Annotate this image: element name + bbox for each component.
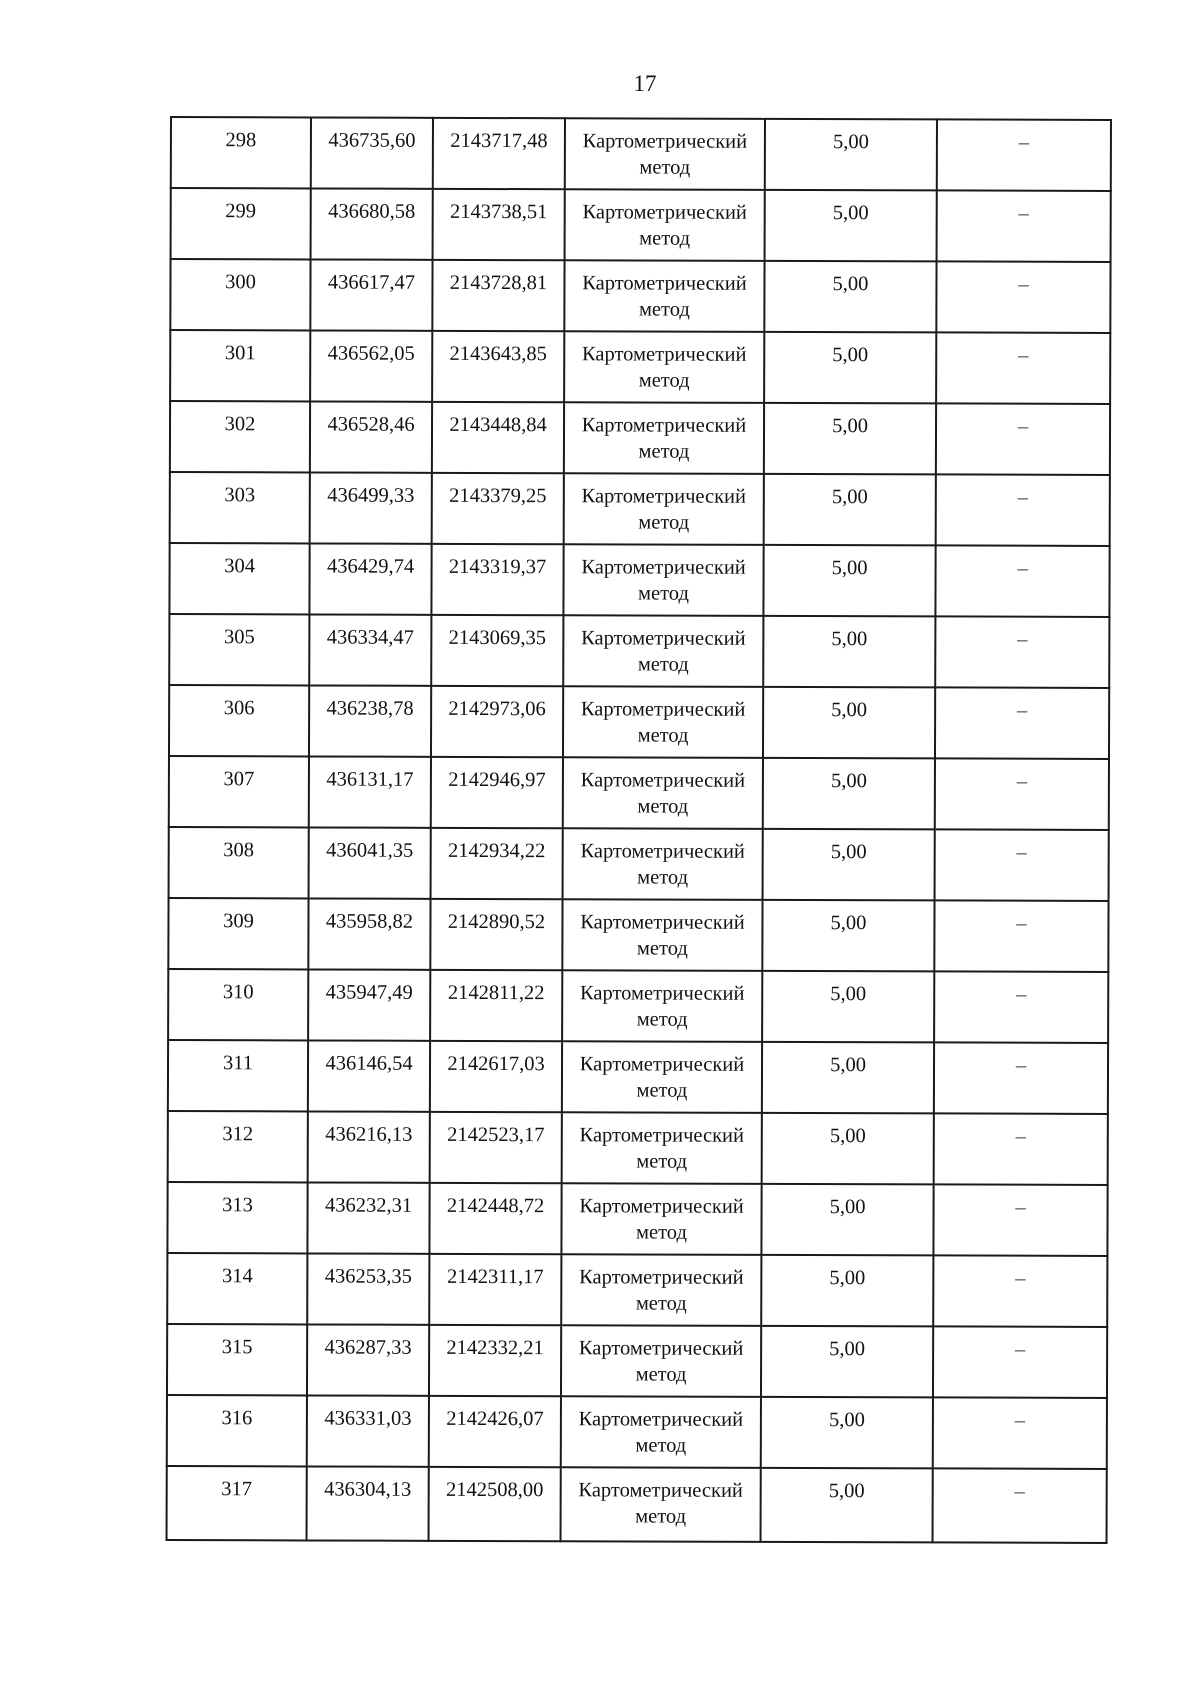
method-line-1: Картометрический	[579, 1124, 745, 1147]
note-cell	[935, 616, 1109, 688]
point-number-value: 306	[223, 697, 255, 720]
table-row	[169, 685, 1109, 759]
x-coordinate-value: 436216,13	[325, 1123, 413, 1146]
method-line-2: метод	[636, 1150, 688, 1173]
method-cell	[562, 899, 762, 971]
method-line-1: Картометрический	[581, 343, 747, 366]
y-coordinate-value: 2143728,81	[449, 271, 548, 295]
y-coordinate-cell	[430, 1112, 562, 1183]
accuracy-cell	[762, 1042, 934, 1114]
note-cell	[934, 1042, 1108, 1114]
x-coordinate-cell	[310, 330, 432, 401]
accuracy-value: 5,00	[829, 1338, 866, 1361]
x-coordinate-value: 436528,46	[327, 413, 415, 436]
table-row	[167, 1253, 1107, 1327]
point-number-value: 298	[225, 129, 257, 152]
accuracy-cell	[763, 758, 935, 830]
x-coordinate-cell	[311, 117, 433, 188]
accuracy-cell	[764, 332, 936, 404]
y-coordinate-cell	[432, 260, 564, 331]
method-line-1: Картометрический	[578, 1479, 743, 1502]
table-row	[167, 1324, 1107, 1398]
y-coordinate-cell	[431, 757, 563, 828]
table-row	[167, 1182, 1107, 1256]
method-line-1: Картометрический	[578, 1337, 744, 1360]
point-number-value: 300	[225, 271, 256, 294]
point-number-cell	[168, 898, 308, 969]
x-coordinate-cell	[310, 259, 432, 330]
method-line-2: метод	[637, 653, 689, 676]
point-number-value: 313	[222, 1194, 253, 1217]
table-row	[169, 756, 1109, 830]
accuracy-value: 5,00	[832, 131, 869, 154]
x-coordinate-cell	[307, 1253, 429, 1324]
note-cell	[935, 545, 1109, 617]
method-line-2: метод	[636, 1079, 688, 1102]
y-coordinate-cell	[433, 118, 565, 189]
y-coordinate-value: 2142973,06	[448, 697, 546, 721]
x-coordinate-value: 436735,60	[328, 129, 416, 152]
table-row	[170, 259, 1110, 333]
method-cell	[565, 189, 765, 261]
note-value: –	[1016, 912, 1027, 935]
point-number-cell	[167, 1253, 307, 1324]
y-coordinate-value: 2142617,03	[447, 1052, 545, 1076]
point-number-value: 316	[221, 1407, 253, 1430]
accuracy-cell	[761, 1326, 933, 1398]
y-coordinate-value: 2143379,25	[449, 484, 547, 508]
accuracy-cell	[761, 1397, 933, 1469]
x-coordinate-cell	[310, 401, 432, 472]
note-value: –	[1018, 202, 1029, 225]
method-line-1: Картометрический	[581, 485, 747, 508]
x-coordinate-value: 436232,31	[324, 1194, 413, 1217]
y-coordinate-cell	[431, 615, 563, 686]
accuracy-value: 5,00	[828, 1409, 865, 1432]
method-cell	[561, 1467, 761, 1542]
point-number-value: 307	[223, 768, 255, 791]
table-row	[171, 188, 1111, 262]
y-coordinate-cell	[430, 970, 562, 1041]
x-coordinate-value: 436238,78	[326, 697, 414, 720]
table-row	[168, 1040, 1108, 1114]
method-line-1: Картометрический	[580, 769, 746, 792]
note-value: –	[1016, 841, 1027, 864]
x-coordinate-value: 436253,35	[324, 1265, 412, 1288]
x-coordinate-value: 436146,54	[325, 1052, 413, 1075]
table-row	[168, 898, 1108, 972]
accuracy-cell	[763, 687, 935, 759]
method-cell	[561, 1183, 761, 1255]
method-cell	[564, 402, 764, 474]
note-value: –	[1015, 1196, 1026, 1219]
y-coordinate-value: 2142934,22	[447, 839, 546, 863]
method-cell	[563, 686, 763, 758]
note-cell	[933, 1468, 1107, 1543]
y-coordinate-cell	[432, 331, 564, 402]
accuracy-value: 5,00	[832, 202, 869, 225]
y-coordinate-cell	[431, 686, 563, 757]
method-line-1: Картометрический	[578, 1408, 744, 1431]
x-coordinate-value: 436562,05	[327, 342, 415, 365]
method-line-2: метод	[635, 1363, 687, 1386]
point-number-cell	[169, 614, 309, 685]
point-number-cell	[170, 401, 310, 472]
point-number-cell	[170, 472, 310, 543]
x-coordinate-cell	[309, 756, 431, 827]
method-line-1: Картометрический	[579, 982, 745, 1005]
method-line-1: Картометрический	[579, 1053, 745, 1076]
note-cell	[937, 119, 1111, 191]
accuracy-value: 5,00	[832, 273, 869, 296]
accuracy-value: 5,00	[830, 770, 867, 793]
x-coordinate-cell	[307, 1324, 429, 1395]
method-line-1: Картометрический	[580, 840, 745, 863]
note-value: –	[1015, 1267, 1026, 1290]
point-number-value: 303	[224, 484, 256, 507]
method-cell	[563, 615, 763, 687]
table-row	[169, 827, 1109, 901]
y-coordinate-value: 2142946,97	[448, 768, 546, 792]
note-cell	[933, 1326, 1107, 1398]
method-line-2: метод	[635, 1292, 687, 1315]
point-number-cell	[167, 1182, 307, 1253]
method-cell	[561, 1396, 761, 1468]
note-cell	[933, 1184, 1107, 1256]
x-coordinate-cell	[311, 188, 433, 259]
point-number-cell	[167, 1395, 307, 1466]
note-cell	[936, 474, 1110, 546]
note-value: –	[1017, 628, 1028, 651]
accuracy-value: 5,00	[831, 486, 868, 509]
y-coordinate-cell	[429, 1254, 561, 1325]
x-coordinate-value: 436041,35	[326, 839, 414, 862]
table-row	[169, 614, 1109, 688]
point-number-cell	[168, 1040, 308, 1111]
point-number-cell	[169, 827, 309, 898]
method-cell	[561, 1254, 761, 1326]
note-cell	[935, 758, 1109, 830]
note-value: –	[1015, 1125, 1026, 1148]
note-cell	[934, 900, 1108, 972]
x-coordinate-value: 436680,58	[328, 200, 416, 223]
x-coordinate-cell	[309, 614, 431, 685]
y-coordinate-value: 2142508,00	[445, 1478, 544, 1502]
point-number-value: 304	[224, 555, 255, 578]
method-cell	[563, 544, 763, 616]
accuracy-value: 5,00	[828, 1480, 865, 1503]
method-cell	[564, 473, 764, 545]
method-line-2: метод	[637, 724, 689, 747]
note-value: –	[1014, 1480, 1025, 1503]
x-coordinate-value: 436617,47	[327, 271, 416, 294]
accuracy-cell	[764, 403, 936, 475]
note-value: –	[1016, 699, 1028, 722]
method-line-1: Картометрический	[581, 627, 746, 650]
note-cell	[934, 1113, 1108, 1185]
method-cell	[563, 828, 763, 900]
x-coordinate-value: 436331,03	[324, 1407, 412, 1430]
accuracy-cell	[761, 1255, 933, 1327]
y-coordinate-value: 2142890,52	[447, 910, 546, 934]
point-number-value: 317	[221, 1478, 253, 1501]
accuracy-value: 5,00	[830, 983, 867, 1006]
note-cell	[936, 403, 1110, 475]
y-coordinate-cell	[432, 473, 564, 544]
method-line-2: метод	[637, 795, 689, 818]
point-number-value: 305	[223, 626, 255, 649]
method-line-1: Картометрический	[582, 272, 747, 295]
accuracy-value: 5,00	[832, 415, 869, 438]
note-cell	[935, 829, 1109, 901]
x-coordinate-value: 436304,13	[324, 1478, 412, 1501]
x-coordinate-value: 436287,33	[324, 1336, 412, 1359]
method-line-2: метод	[636, 1221, 687, 1244]
page-number: 17	[633, 71, 657, 96]
x-coordinate-cell	[310, 472, 432, 543]
table-row	[168, 1111, 1108, 1185]
x-coordinate-value: 436499,33	[327, 484, 415, 507]
method-line-1: Картометрический	[579, 1195, 744, 1218]
y-coordinate-cell	[430, 899, 562, 970]
method-line-2: метод	[636, 1008, 688, 1031]
accuracy-value: 5,00	[831, 699, 868, 722]
y-coordinate-cell	[430, 1041, 562, 1112]
y-coordinate-value: 2142311,17	[447, 1265, 544, 1289]
note-value: –	[1017, 557, 1028, 580]
accuracy-cell	[762, 900, 934, 972]
y-coordinate-value: 2142811,22	[447, 981, 545, 1005]
point-number-cell	[171, 188, 311, 259]
y-coordinate-cell	[431, 828, 563, 899]
y-coordinate-value: 2143717,48	[450, 129, 548, 153]
accuracy-cell	[762, 971, 934, 1043]
note-value: –	[1018, 131, 1030, 154]
method-line-2: метод	[636, 937, 688, 960]
table-row	[169, 543, 1109, 617]
x-coordinate-cell	[308, 1111, 430, 1182]
note-value: –	[1018, 273, 1029, 296]
method-line-2: метод	[638, 440, 690, 463]
note-cell	[935, 687, 1109, 759]
point-number-cell	[169, 685, 309, 756]
accuracy-cell	[762, 1113, 934, 1185]
method-cell	[564, 331, 764, 403]
method-line-2: метод	[635, 1434, 687, 1457]
note-value: –	[1015, 1054, 1027, 1077]
method-cell	[562, 1112, 762, 1184]
accuracy-value: 5,00	[830, 912, 867, 935]
x-coordinate-cell	[308, 1040, 430, 1111]
accuracy-value: 5,00	[829, 1267, 866, 1290]
method-line-2: метод	[639, 156, 691, 179]
accuracy-value: 5,00	[830, 841, 867, 864]
y-coordinate-value: 2142448,72	[446, 1194, 545, 1218]
method-line-1: Картометрический	[580, 911, 745, 934]
method-line-1: Картометрический	[582, 130, 748, 153]
table-row	[167, 1395, 1107, 1469]
point-number-value: 301	[224, 342, 256, 365]
y-coordinate-value: 2143069,35	[448, 626, 547, 650]
x-coordinate-value: 435947,49	[325, 981, 413, 1004]
note-cell	[933, 1397, 1107, 1469]
method-line-2: метод	[638, 511, 690, 534]
note-cell	[937, 190, 1111, 262]
method-line-2: метод	[635, 1505, 687, 1528]
method-cell	[564, 260, 764, 332]
point-number-value: 310	[222, 981, 254, 1004]
accuracy-cell	[763, 829, 935, 901]
accuracy-cell	[765, 119, 937, 191]
table-row	[170, 472, 1110, 546]
point-number-cell	[168, 1111, 308, 1182]
y-coordinate-cell	[429, 1396, 561, 1467]
x-coordinate-cell	[307, 1466, 429, 1540]
x-coordinate-value: 436334,47	[326, 626, 414, 649]
y-coordinate-value: 2142332,21	[446, 1336, 544, 1360]
accuracy-value: 5,00	[831, 557, 868, 580]
y-coordinate-cell	[432, 402, 564, 473]
method-line-1: Картометрический	[581, 556, 746, 579]
y-coordinate-value: 2143738,51	[449, 200, 548, 224]
accuracy-value: 5,00	[829, 1125, 866, 1148]
method-line-2: метод	[639, 227, 691, 250]
x-coordinate-cell	[308, 898, 430, 969]
method-line-1: Картометрический	[581, 414, 747, 437]
y-coordinate-value: 2143643,85	[449, 342, 547, 366]
y-coordinate-cell	[429, 1183, 561, 1254]
point-number-value: 314	[221, 1265, 253, 1288]
point-number-cell	[169, 543, 309, 614]
note-value: –	[1017, 415, 1029, 438]
accuracy-cell	[763, 616, 935, 688]
note-cell	[936, 332, 1110, 404]
point-number-cell	[170, 259, 310, 330]
x-coordinate-cell	[307, 1182, 429, 1253]
point-number-value: 311	[222, 1052, 254, 1075]
accuracy-cell	[765, 190, 937, 262]
point-number-cell	[167, 1324, 307, 1395]
method-cell	[563, 757, 763, 829]
note-cell	[933, 1255, 1107, 1327]
point-number-value: 315	[221, 1336, 253, 1359]
point-number-cell	[169, 756, 309, 827]
point-number-value: 308	[223, 839, 255, 862]
note-cell	[936, 261, 1110, 333]
method-cell	[562, 970, 762, 1042]
point-number-value: 302	[224, 413, 256, 436]
point-number-value: 309	[223, 910, 254, 933]
y-coordinate-cell	[429, 1467, 561, 1541]
accuracy-cell	[764, 261, 936, 333]
x-coordinate-value: 436131,17	[326, 768, 414, 791]
x-coordinate-cell	[309, 685, 431, 756]
y-coordinate-value: 2142523,17	[447, 1123, 545, 1147]
point-number-cell	[167, 1466, 307, 1540]
method-cell	[561, 1325, 761, 1397]
y-coordinate-cell	[431, 544, 563, 615]
y-coordinate-value: 2143448,84	[449, 413, 547, 437]
table-row	[171, 117, 1111, 191]
note-value: –	[1016, 770, 1028, 793]
table-row	[170, 330, 1110, 404]
method-line-2: метод	[637, 866, 689, 889]
y-coordinate-value: 2142426,07	[446, 1407, 544, 1431]
note-cell	[934, 971, 1108, 1043]
point-number-value: 299	[225, 200, 257, 223]
method-line-1: Картометрический	[580, 698, 746, 721]
method-line-2: метод	[638, 582, 689, 605]
note-value: –	[1014, 1338, 1026, 1361]
x-coordinate-value: 435958,82	[325, 910, 414, 933]
y-coordinate-cell	[429, 1325, 561, 1396]
method-cell	[562, 1041, 762, 1113]
method-line-1: Картометрический	[582, 201, 747, 224]
method-line-2: метод	[638, 298, 690, 321]
point-number-cell	[170, 330, 310, 401]
coordinates-table-body	[167, 117, 1111, 1543]
accuracy-cell	[763, 545, 935, 617]
method-cell	[565, 118, 765, 190]
table-row	[170, 401, 1110, 475]
point-number-value: 312	[222, 1123, 254, 1146]
y-coordinate-value: 2143319,37	[448, 555, 547, 579]
point-number-cell	[171, 117, 311, 188]
x-coordinate-cell	[309, 543, 431, 614]
accuracy-value: 5,00	[830, 1054, 866, 1077]
table-row	[168, 969, 1108, 1043]
x-coordinate-cell	[308, 969, 430, 1040]
note-value: –	[1016, 983, 1027, 1006]
note-value: –	[1017, 486, 1028, 509]
point-number-cell	[168, 969, 308, 1040]
accuracy-value: 5,00	[831, 628, 868, 651]
y-coordinate-cell	[433, 189, 565, 260]
table-row	[167, 1466, 1107, 1543]
x-coordinate-cell	[309, 827, 431, 898]
accuracy-cell	[761, 1184, 933, 1256]
accuracy-cell	[764, 474, 936, 546]
coordinates-table	[166, 116, 1112, 1544]
note-value: –	[1014, 1409, 1026, 1432]
x-coordinate-cell	[307, 1395, 429, 1466]
accuracy-value: 5,00	[829, 1196, 866, 1219]
method-line-2: метод	[638, 369, 690, 392]
accuracy-cell	[761, 1468, 933, 1543]
note-value: –	[1018, 344, 1029, 367]
method-line-1: Картометрический	[579, 1266, 744, 1289]
accuracy-value: 5,00	[832, 344, 869, 367]
x-coordinate-value: 436429,74	[326, 555, 415, 578]
